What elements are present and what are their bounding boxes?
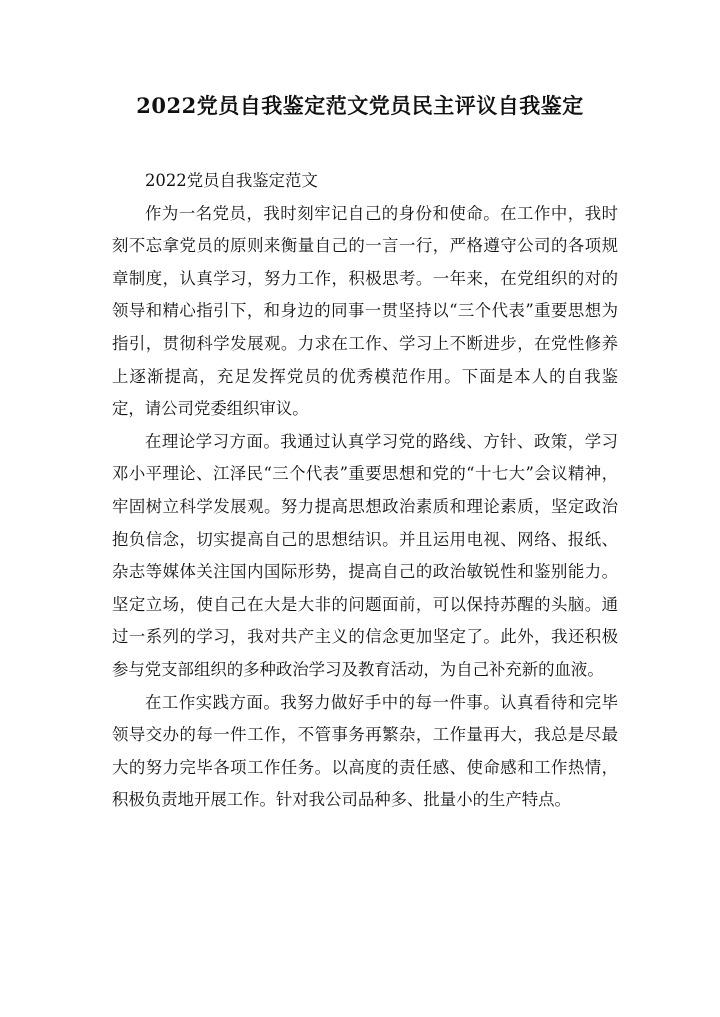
paragraph-work-practice: 在工作实践方面。我努力做好手中的每一件事。认真看待和完毕领导交办的每一件工作，不管事务再繁杂，工作量再大，我总是尽最大的努力完毕各项工作任务。以高度的责任感、使命感和工作热情，积极负责地开展工作。针对我公司品种多、批量小的生产特点。 <box>112 692 618 810</box>
paragraph-theory-study: 在理论学习方面。我通过认真学习党的路线、方针、政策，学习邓小平理论、江泽民“三个代表”重要思想和党的“十七大”会议精神，牢固树立科学发展观。努力提高思想政治素质和理论素质，坚定政治抱负信念，切实提高自己的思想结识。并且运用电视、网络、报纸、杂志等媒体关注国内国际形势，提高自己的政治敏锐性和鉴别能力。坚定立场，使自己在大是大非的问题面前，可以保持苏醒的头脑。通过一系列的学习，我对共产主义的信念更加坚定了。此外，我还积极参与党支部组织的多种政治学习及教育活动，为自己补充新的血液。 <box>112 431 618 679</box>
document-title: 2022党员自我鉴定范文党员民主评议自我鉴定 <box>136 93 584 118</box>
paragraph-intro: 作为一名党员，我时刻牢记自己的身份和使命。在工作中，我时刻不忘拿党员的原则来衡量自己的一言一行，严格遵守公司的各项规章制度，认真学习，努力工作，积极思考。一年来，在党组织的对的领导和精心指引下，和身边的同事一贯坚持以“三个代表”重要思想为指引，贯彻科学发展观。力求在工作、学习上不断进步，在党性修养上逐渐提高，充足发挥党员的优秀模范作用。下面是本人的自我鉴定，请公司党委组织审议。 <box>112 203 618 419</box>
document-body <box>112 165 618 817</box>
document-subheading: 2022党员自我鉴定范文 <box>145 171 318 190</box>
